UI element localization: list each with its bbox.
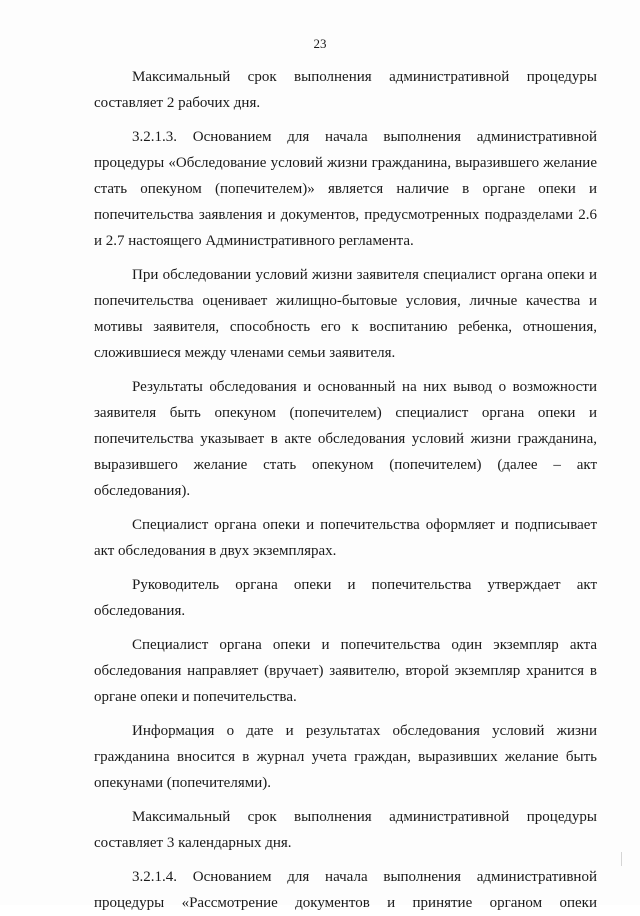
paragraph-survey-results: Результаты обследования и основанный на них вывод о возможности заявителя быть опекуном (попечителем) специалист органа опеки и попечительства указывает в акте обследования условий жизни гражданина, выразившего желание стать опекуном (попечителем) (далее – акт обследования). — [94, 379, 597, 499]
paragraph-max-term-3-days: Максимальный срок выполнения административной процедуры составляет 3 календарных дня. — [94, 809, 597, 851]
document-body — [94, 64, 597, 916]
scan-margin-mark — [621, 852, 622, 866]
paragraph-3-2-1-3: 3.2.1.3. Основанием для начала выполнения административной процедуры «Обследование условий жизни гражданина, выразившего желание стать опекуном (попечителем)» является наличие в органе опеки и попечительства заявления и документов, предусмотренных подразделами 2.6 и 2.7 настоящего Административного регламента. — [94, 129, 597, 249]
paragraph-copy-delivery: Специалист органа опеки и попечительства один экземпляр акта обследования направляет (вручает) заявителю, второй экземпляр хранится в органе опеки и попечительства. — [94, 637, 597, 705]
paragraph-3-2-1-4: 3.2.1.4. Основанием для начала выполнения административной процедуры «Рассмотрение документов и принятие органом опеки — [94, 869, 597, 911]
paragraph-act-two-copies: Специалист органа опеки и попечительства оформляет и подписывает акт обследования в двух экземплярах. — [94, 517, 597, 559]
paragraph-journal-entry: Информация о дате и результатах обследования условий жизни гражданина вносится в журнал учета граждан, выразивших желание быть опекунами (попечителями). — [94, 723, 597, 791]
paragraph-head-approves: Руководитель органа опеки и попечительства утверждает акт обследования. — [94, 577, 597, 619]
paragraph-max-term-2-days: Максимальный срок выполнения административной процедуры составляет 2 рабочих дня. — [94, 69, 597, 111]
page-number: 23 — [313, 36, 327, 51]
paragraph-living-conditions-assessment: При обследовании условий жизни заявителя специалист органа опеки и попечительства оценивает жилищно-бытовые условия, личные качества и мотивы заявителя, способность его к воспитанию ребенка, отношения, сложившиеся между членами семьи заявителя. — [94, 267, 597, 361]
